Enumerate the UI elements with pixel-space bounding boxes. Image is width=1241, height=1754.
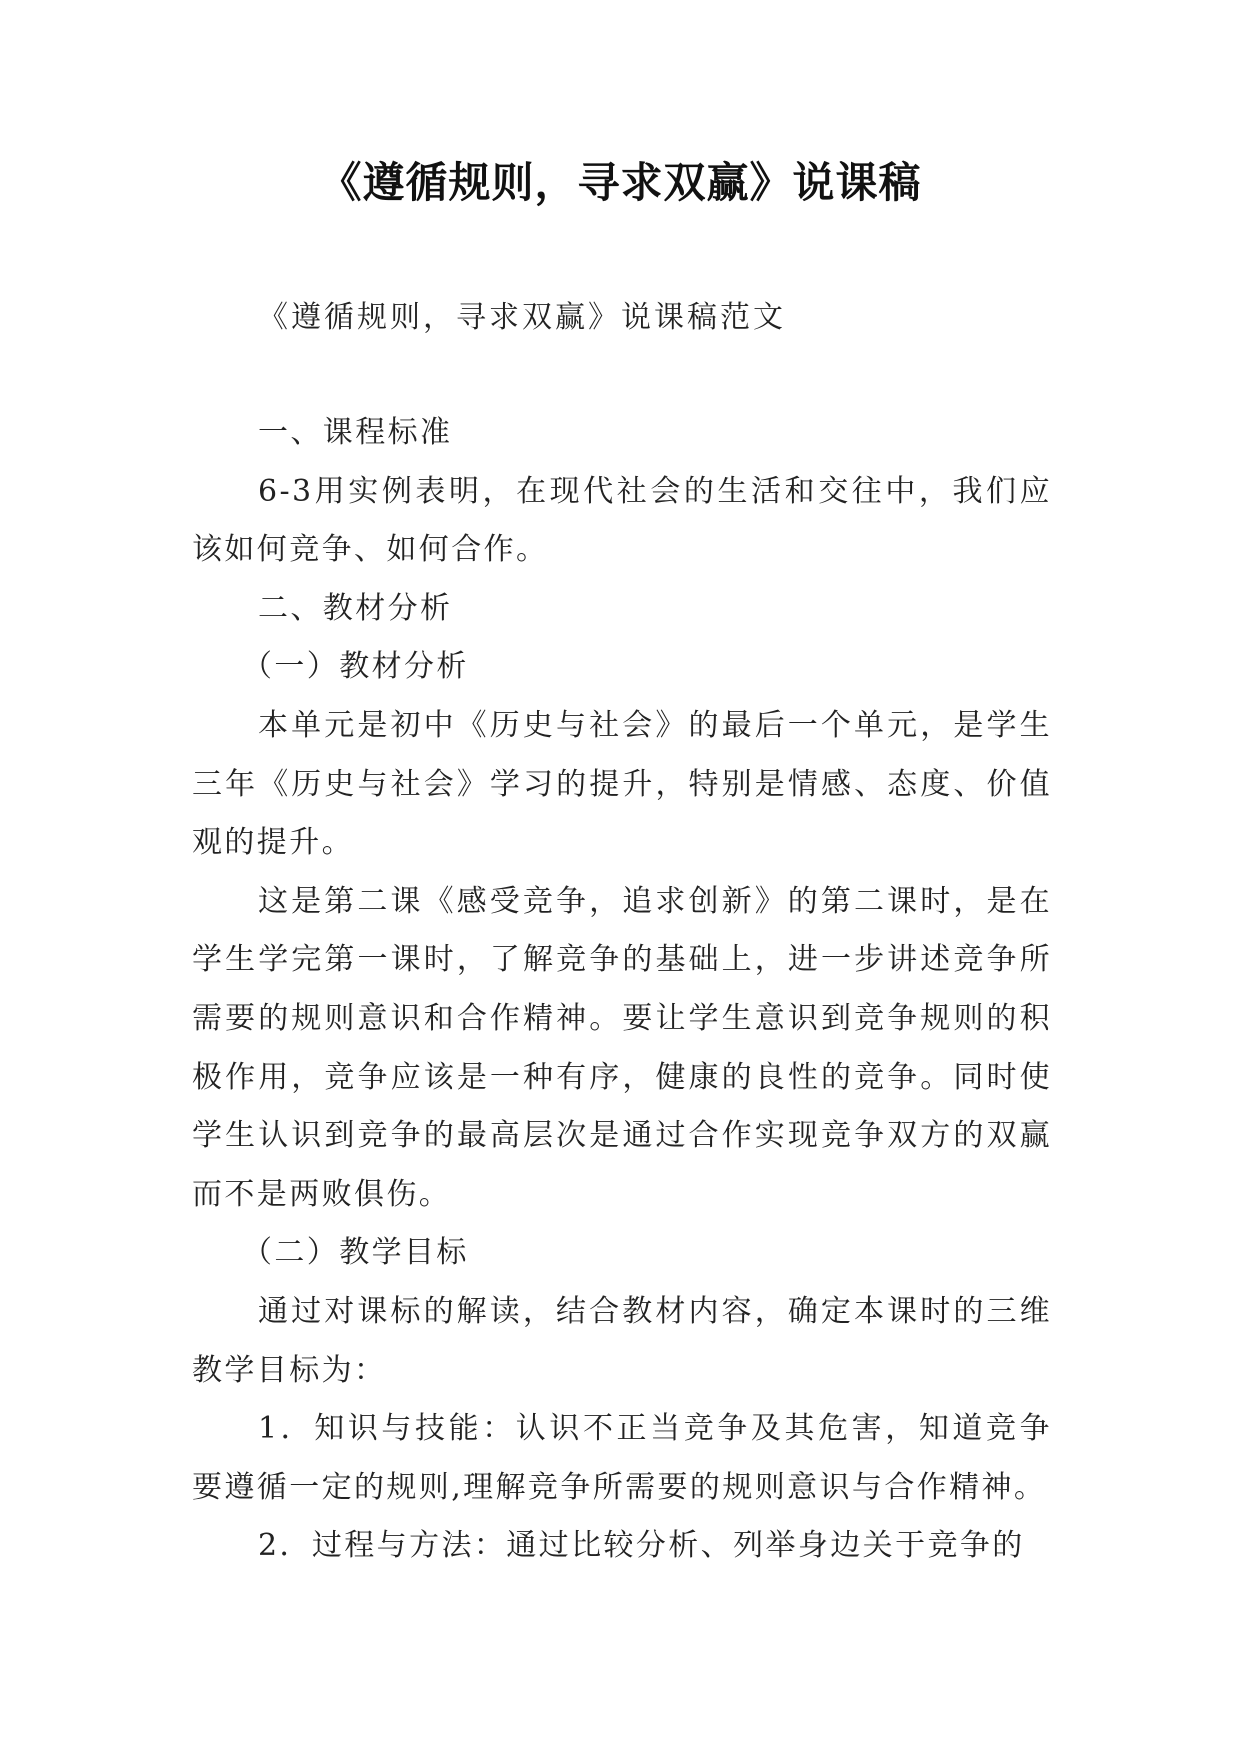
list-item-knowledge-skills: 1．知识与技能：认识不正当竞争及其危害，知道竞争要遵循一定的规则,理解竞争所需要的规则意识与合作精神。 <box>192 1411 1052 1505</box>
body-paragraph: 6-3用实例表明，在现代社会的生活和交往中，我们应该如何竞争、如何合作。 <box>192 473 1052 568</box>
body-paragraph: 这是第二课《感受竞争，追求创新》的第二课时，是在学生学完第一课时，了解竞争的基础上，进一步讲述竞争所需要的规则意识和合作精神。要让学生意识到竞争规则的积极作用，竞争应该是一种有序，健康的良性的竞争。同时使学生认识到竞争的最高层次是通过合作实现竞争双方的双赢而不是两败俱伤。 <box>192 883 1052 1212</box>
subsection-heading-teaching-goals: （二）教学目标 <box>242 1235 469 1271</box>
page-title: 《遵循规则，寻求双赢》说课稿 <box>319 158 922 207</box>
document-subtitle: 《遵循规则，寻求双赢》说课稿范文 <box>258 300 786 335</box>
body-paragraph: 本单元是初中《历史与社会》的最后一个单元，是学生三年《历史与社会》学习的提升，特别是情感、态度、价值观的提升。 <box>192 707 1052 861</box>
subsection-heading-textbook-analysis: （一）教材分析 <box>242 649 469 685</box>
list-item-process-methods: 2．过程与方法：通过比较分析、列举身边关于竞争的 <box>258 1528 1025 1564</box>
section-heading-textbook-analysis: 二、教材分析 <box>258 590 453 626</box>
body-paragraph: 通过对课标的解读，结合教材内容，确定本课时的三维教学目标为： <box>192 1293 1052 1388</box>
section-heading-curriculum-standard: 一、课程标准 <box>258 415 453 450</box>
document-body <box>192 404 1052 1576</box>
